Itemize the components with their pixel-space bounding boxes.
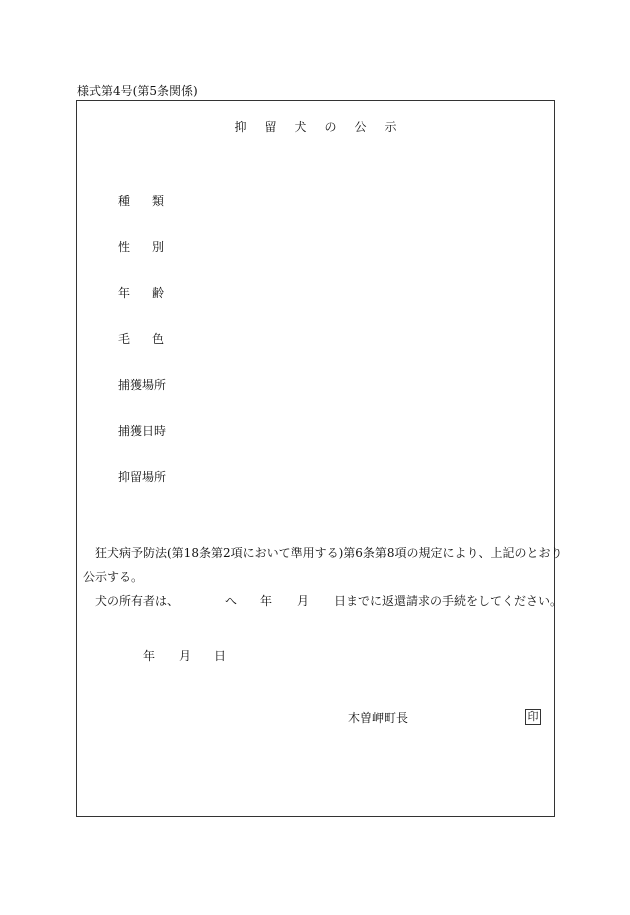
owner-notice-month: 月 <box>297 594 310 608</box>
field-label-coat-color: 毛色 <box>118 332 187 346</box>
owner-notice-tail: 日までに返還請求の手続をしてください。 <box>334 594 563 608</box>
field-label-type: 種類 <box>118 194 187 208</box>
signatory-title: 木曽岬町長 <box>348 711 409 725</box>
field-label-detention-place: 抑留場所 <box>118 470 167 484</box>
owner-notice-year: 年 <box>260 594 273 608</box>
date-month: 月 <box>179 649 192 663</box>
notice-line-1: 狂犬病予防法(第18条第2項において準用する)第6条第8項の規定により、上記のとおり <box>95 546 563 560</box>
field-label-age: 年齢 <box>118 286 187 300</box>
owner-notice-lead: 犬の所有者は、 <box>95 594 180 608</box>
document-title: 抑留犬の公示 <box>234 120 415 134</box>
notice-line-2: 公示する。 <box>83 570 144 584</box>
field-label-sex: 性別 <box>118 240 187 254</box>
owner-notice-to: へ <box>225 594 238 608</box>
field-label-capture-place: 捕獲場所 <box>118 378 167 392</box>
date-year: 年 <box>143 649 156 663</box>
field-label-capture-datetime: 捕獲日時 <box>118 424 167 438</box>
form-number: 様式第4号(第5条関係) <box>77 84 198 98</box>
notice-frame <box>76 100 563 817</box>
date-day: 日 <box>214 649 227 663</box>
seal-mark: 印 <box>525 709 541 725</box>
